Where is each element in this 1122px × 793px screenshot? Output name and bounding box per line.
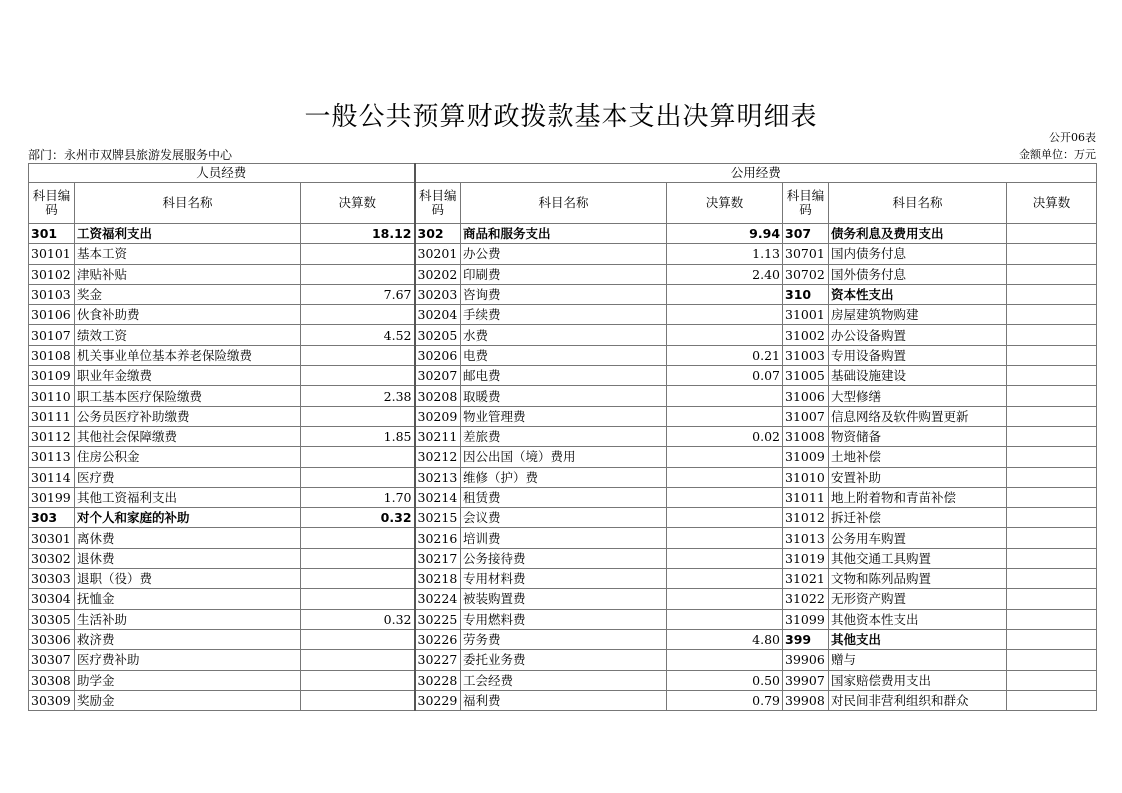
code-cell: 307 bbox=[783, 224, 829, 244]
table-row bbox=[29, 426, 1097, 446]
name-cell: 基础设施建设 bbox=[829, 366, 1007, 386]
amount-cell bbox=[301, 467, 415, 487]
name-cell: 债务利息及费用支出 bbox=[829, 224, 1007, 244]
code-cell: 30110 bbox=[29, 386, 75, 406]
table-number: 公开06表 bbox=[1049, 131, 1096, 144]
name-cell: 其他支出 bbox=[829, 629, 1007, 649]
code-cell: 31021 bbox=[783, 569, 829, 589]
amount-cell: 0.32 bbox=[301, 609, 415, 629]
code-cell: 30303 bbox=[29, 569, 75, 589]
amount-cell bbox=[301, 366, 415, 386]
amount-cell: 0.32 bbox=[301, 508, 415, 528]
amount-cell bbox=[301, 406, 415, 426]
amount-cell: 1.13 bbox=[667, 244, 783, 264]
amount-cell bbox=[1007, 609, 1097, 629]
name-cell: 国内债务付息 bbox=[829, 244, 1007, 264]
name-cell: 助学金 bbox=[75, 670, 301, 690]
table-row bbox=[29, 629, 1097, 649]
amount-cell bbox=[667, 284, 783, 304]
budget-detail-table bbox=[28, 163, 1097, 711]
code-cell: 30225 bbox=[415, 609, 461, 629]
code-cell: 31002 bbox=[783, 325, 829, 345]
unit-label: 金额单位：万元 bbox=[1019, 148, 1096, 161]
code-cell: 30101 bbox=[29, 244, 75, 264]
code-cell: 31099 bbox=[783, 609, 829, 629]
name-cell: 安置补助 bbox=[829, 467, 1007, 487]
code-cell: 302 bbox=[415, 224, 461, 244]
code-cell: 39906 bbox=[783, 650, 829, 670]
amount-cell: 0.02 bbox=[667, 426, 783, 446]
name-cell: 办公费 bbox=[461, 244, 667, 264]
name-cell: 对民间非营利组织和群众 bbox=[829, 690, 1007, 710]
code-cell: 30212 bbox=[415, 447, 461, 467]
code-cell: 30204 bbox=[415, 305, 461, 325]
amount-cell: 0.79 bbox=[667, 690, 783, 710]
amount-cell bbox=[301, 670, 415, 690]
amount-cell bbox=[667, 447, 783, 467]
code-cell: 30217 bbox=[415, 548, 461, 568]
name-cell: 其他工资福利支出 bbox=[75, 487, 301, 507]
code-cell: 30201 bbox=[415, 244, 461, 264]
group-public: 公用经费 bbox=[415, 164, 1097, 183]
amount-cell: 1.70 bbox=[301, 487, 415, 507]
name-cell: 医疗费补助 bbox=[75, 650, 301, 670]
amount-cell bbox=[301, 650, 415, 670]
name-cell: 被装购置费 bbox=[461, 589, 667, 609]
name-cell: 劳务费 bbox=[461, 629, 667, 649]
code-cell: 30215 bbox=[415, 508, 461, 528]
code-cell: 30106 bbox=[29, 305, 75, 325]
code-cell: 30205 bbox=[415, 325, 461, 345]
amount-cell bbox=[667, 487, 783, 507]
table-row bbox=[29, 690, 1097, 710]
name-cell: 租赁费 bbox=[461, 487, 667, 507]
amount-cell bbox=[301, 345, 415, 365]
name-cell: 国家赔偿费用支出 bbox=[829, 670, 1007, 690]
header-code: 科目编码 bbox=[29, 183, 75, 224]
amount-cell bbox=[1007, 650, 1097, 670]
code-cell: 30227 bbox=[415, 650, 461, 670]
name-cell: 赠与 bbox=[829, 650, 1007, 670]
amount-cell: 0.21 bbox=[667, 345, 783, 365]
name-cell: 手续费 bbox=[461, 305, 667, 325]
amount-cell bbox=[667, 569, 783, 589]
code-cell: 303 bbox=[29, 508, 75, 528]
name-cell: 因公出国（境）费用 bbox=[461, 447, 667, 467]
code-cell: 30199 bbox=[29, 487, 75, 507]
table-row bbox=[29, 284, 1097, 304]
name-cell: 住房公积金 bbox=[75, 447, 301, 467]
name-cell: 拆迁补偿 bbox=[829, 508, 1007, 528]
code-cell: 30304 bbox=[29, 589, 75, 609]
name-cell: 专用燃料费 bbox=[461, 609, 667, 629]
amount-cell bbox=[1007, 284, 1097, 304]
code-cell: 399 bbox=[783, 629, 829, 649]
code-cell: 31003 bbox=[783, 345, 829, 365]
name-cell: 物资储备 bbox=[829, 426, 1007, 446]
name-cell: 其他社会保障缴费 bbox=[75, 426, 301, 446]
table-row bbox=[29, 650, 1097, 670]
code-cell: 30702 bbox=[783, 264, 829, 284]
name-cell: 职工基本医疗保险缴费 bbox=[75, 386, 301, 406]
amount-cell bbox=[1007, 325, 1097, 345]
amount-cell bbox=[667, 406, 783, 426]
name-cell: 退休费 bbox=[75, 548, 301, 568]
code-cell: 30309 bbox=[29, 690, 75, 710]
header-code: 科目编码 bbox=[415, 183, 461, 224]
amount-cell bbox=[1007, 366, 1097, 386]
name-cell: 对个人和家庭的补助 bbox=[75, 508, 301, 528]
amount-cell bbox=[1007, 447, 1097, 467]
code-cell: 31007 bbox=[783, 406, 829, 426]
amount-cell bbox=[667, 508, 783, 528]
amount-cell bbox=[1007, 589, 1097, 609]
code-cell: 31012 bbox=[783, 508, 829, 528]
table-row bbox=[29, 325, 1097, 345]
code-cell: 30207 bbox=[415, 366, 461, 386]
name-cell: 伙食补助费 bbox=[75, 305, 301, 325]
name-cell: 大型修缮 bbox=[829, 386, 1007, 406]
amount-cell bbox=[301, 629, 415, 649]
code-cell: 30218 bbox=[415, 569, 461, 589]
name-cell: 公务接待费 bbox=[461, 548, 667, 568]
name-cell: 抚恤金 bbox=[75, 589, 301, 609]
code-cell: 30701 bbox=[783, 244, 829, 264]
name-cell: 房屋建筑物购建 bbox=[829, 305, 1007, 325]
name-cell: 公务用车购置 bbox=[829, 528, 1007, 548]
table-row bbox=[29, 609, 1097, 629]
table-row bbox=[29, 569, 1097, 589]
code-cell: 30306 bbox=[29, 629, 75, 649]
amount-cell bbox=[301, 244, 415, 264]
amount-cell bbox=[1007, 690, 1097, 710]
name-cell: 其他资本性支出 bbox=[829, 609, 1007, 629]
table-row bbox=[29, 244, 1097, 264]
code-cell: 30111 bbox=[29, 406, 75, 426]
code-cell: 30216 bbox=[415, 528, 461, 548]
name-cell: 职业年金缴费 bbox=[75, 366, 301, 386]
code-cell: 30211 bbox=[415, 426, 461, 446]
name-cell: 公务员医疗补助缴费 bbox=[75, 406, 301, 426]
name-cell: 专用设备购置 bbox=[829, 345, 1007, 365]
name-cell: 文物和陈列品购置 bbox=[829, 569, 1007, 589]
code-cell: 30226 bbox=[415, 629, 461, 649]
table-row bbox=[29, 548, 1097, 568]
code-cell: 30301 bbox=[29, 528, 75, 548]
code-cell: 30112 bbox=[29, 426, 75, 446]
name-cell: 咨询费 bbox=[461, 284, 667, 304]
code-cell: 39908 bbox=[783, 690, 829, 710]
name-cell: 物业管理费 bbox=[461, 406, 667, 426]
table-row bbox=[29, 305, 1097, 325]
code-cell: 30113 bbox=[29, 447, 75, 467]
name-cell: 救济费 bbox=[75, 629, 301, 649]
name-cell: 办公设备购置 bbox=[829, 325, 1007, 345]
amount-cell bbox=[1007, 467, 1097, 487]
amount-cell bbox=[1007, 569, 1097, 589]
amount-cell bbox=[1007, 426, 1097, 446]
amount-cell bbox=[1007, 548, 1097, 568]
code-cell: 30229 bbox=[415, 690, 461, 710]
name-cell: 基本工资 bbox=[75, 244, 301, 264]
name-cell: 维修（护）费 bbox=[461, 467, 667, 487]
page-title: 一般公共预算财政拨款基本支出决算明细表 bbox=[304, 102, 818, 132]
amount-cell bbox=[1007, 406, 1097, 426]
amount-cell: 2.38 bbox=[301, 386, 415, 406]
name-cell: 印刷费 bbox=[461, 264, 667, 284]
code-cell: 30308 bbox=[29, 670, 75, 690]
table-row bbox=[29, 467, 1097, 487]
header-amount: 决算数 bbox=[1007, 183, 1097, 224]
amount-cell bbox=[1007, 345, 1097, 365]
name-cell: 机关事业单位基本养老保险缴费 bbox=[75, 345, 301, 365]
amount-cell bbox=[1007, 487, 1097, 507]
table-row bbox=[29, 386, 1097, 406]
amount-cell: 2.40 bbox=[667, 264, 783, 284]
table-row bbox=[29, 447, 1097, 467]
name-cell: 邮电费 bbox=[461, 366, 667, 386]
amount-cell bbox=[667, 305, 783, 325]
name-cell: 工资福利支出 bbox=[75, 224, 301, 244]
code-cell: 31011 bbox=[783, 487, 829, 507]
code-cell: 30202 bbox=[415, 264, 461, 284]
amount-cell bbox=[667, 528, 783, 548]
amount-cell bbox=[1007, 670, 1097, 690]
code-cell: 30102 bbox=[29, 264, 75, 284]
name-cell: 工会经费 bbox=[461, 670, 667, 690]
name-cell: 专用材料费 bbox=[461, 569, 667, 589]
code-cell: 30109 bbox=[29, 366, 75, 386]
code-cell: 31005 bbox=[783, 366, 829, 386]
amount-cell: 4.52 bbox=[301, 325, 415, 345]
amount-cell bbox=[667, 609, 783, 629]
code-cell: 30224 bbox=[415, 589, 461, 609]
code-cell: 30302 bbox=[29, 548, 75, 568]
code-cell: 31019 bbox=[783, 548, 829, 568]
table-row bbox=[29, 528, 1097, 548]
table-row bbox=[29, 670, 1097, 690]
name-cell: 培训费 bbox=[461, 528, 667, 548]
amount-cell bbox=[301, 569, 415, 589]
name-cell: 奖励金 bbox=[75, 690, 301, 710]
amount-cell bbox=[301, 305, 415, 325]
table-row bbox=[29, 487, 1097, 507]
table-row bbox=[29, 366, 1097, 386]
table-row bbox=[29, 589, 1097, 609]
table-row bbox=[29, 508, 1097, 528]
department-label: 部门：永州市双牌县旅游发展服务中心 bbox=[28, 148, 233, 162]
code-cell: 39907 bbox=[783, 670, 829, 690]
header-amount: 决算数 bbox=[301, 183, 415, 224]
code-cell: 30206 bbox=[415, 345, 461, 365]
code-cell: 30208 bbox=[415, 386, 461, 406]
group-personnel: 人员经费 bbox=[29, 164, 415, 183]
code-cell: 31010 bbox=[783, 467, 829, 487]
amount-cell bbox=[301, 528, 415, 548]
code-cell: 30103 bbox=[29, 284, 75, 304]
name-cell: 信息网络及软件购置更新 bbox=[829, 406, 1007, 426]
amount-cell bbox=[667, 325, 783, 345]
amount-cell: 18.12 bbox=[301, 224, 415, 244]
code-cell: 30114 bbox=[29, 467, 75, 487]
amount-cell bbox=[301, 548, 415, 568]
name-cell: 退职（役）费 bbox=[75, 569, 301, 589]
code-cell: 30209 bbox=[415, 406, 461, 426]
name-cell: 取暖费 bbox=[461, 386, 667, 406]
name-cell: 资本性支出 bbox=[829, 284, 1007, 304]
amount-cell bbox=[1007, 629, 1097, 649]
amount-cell bbox=[301, 690, 415, 710]
code-cell: 31009 bbox=[783, 447, 829, 467]
name-cell: 绩效工资 bbox=[75, 325, 301, 345]
amount-cell bbox=[1007, 244, 1097, 264]
amount-cell: 7.67 bbox=[301, 284, 415, 304]
amount-cell bbox=[301, 589, 415, 609]
name-cell: 国外债务付息 bbox=[829, 264, 1007, 284]
header-code: 科目编码 bbox=[783, 183, 829, 224]
code-cell: 31006 bbox=[783, 386, 829, 406]
amount-cell bbox=[667, 467, 783, 487]
name-cell: 委托业务费 bbox=[461, 650, 667, 670]
amount-cell bbox=[1007, 305, 1097, 325]
amount-cell bbox=[1007, 508, 1097, 528]
code-cell: 30228 bbox=[415, 670, 461, 690]
amount-cell bbox=[301, 447, 415, 467]
code-cell: 30214 bbox=[415, 487, 461, 507]
amount-cell: 0.07 bbox=[667, 366, 783, 386]
amount-cell bbox=[1007, 224, 1097, 244]
name-cell: 离休费 bbox=[75, 528, 301, 548]
code-cell: 30305 bbox=[29, 609, 75, 629]
code-cell: 301 bbox=[29, 224, 75, 244]
code-cell: 30107 bbox=[29, 325, 75, 345]
code-cell: 31008 bbox=[783, 426, 829, 446]
table-row bbox=[29, 406, 1097, 426]
header-name: 科目名称 bbox=[75, 183, 301, 224]
amount-cell bbox=[667, 589, 783, 609]
name-cell: 水费 bbox=[461, 325, 667, 345]
header-name: 科目名称 bbox=[461, 183, 667, 224]
name-cell: 福利费 bbox=[461, 690, 667, 710]
amount-cell: 1.85 bbox=[301, 426, 415, 446]
name-cell: 生活补助 bbox=[75, 609, 301, 629]
amount-cell: 0.50 bbox=[667, 670, 783, 690]
name-cell: 会议费 bbox=[461, 508, 667, 528]
amount-cell bbox=[1007, 528, 1097, 548]
name-cell: 其他交通工具购置 bbox=[829, 548, 1007, 568]
name-cell: 商品和服务支出 bbox=[461, 224, 667, 244]
code-cell: 30203 bbox=[415, 284, 461, 304]
code-cell: 310 bbox=[783, 284, 829, 304]
name-cell: 津贴补贴 bbox=[75, 264, 301, 284]
code-cell: 30108 bbox=[29, 345, 75, 365]
header-amount: 决算数 bbox=[667, 183, 783, 224]
table-row bbox=[29, 264, 1097, 284]
name-cell: 土地补偿 bbox=[829, 447, 1007, 467]
code-cell: 31001 bbox=[783, 305, 829, 325]
table-body bbox=[29, 224, 1097, 711]
amount-cell bbox=[667, 386, 783, 406]
name-cell: 差旅费 bbox=[461, 426, 667, 446]
name-cell: 奖金 bbox=[75, 284, 301, 304]
header-name: 科目名称 bbox=[829, 183, 1007, 224]
name-cell: 地上附着物和青苗补偿 bbox=[829, 487, 1007, 507]
name-cell: 无形资产购置 bbox=[829, 589, 1007, 609]
table-row bbox=[29, 345, 1097, 365]
code-cell: 31013 bbox=[783, 528, 829, 548]
header-row bbox=[29, 183, 1097, 224]
code-cell: 31022 bbox=[783, 589, 829, 609]
table-row bbox=[29, 224, 1097, 244]
code-cell: 30213 bbox=[415, 467, 461, 487]
amount-cell bbox=[301, 264, 415, 284]
amount-cell: 4.80 bbox=[667, 629, 783, 649]
amount-cell: 9.94 bbox=[667, 224, 783, 244]
amount-cell bbox=[667, 548, 783, 568]
amount-cell bbox=[1007, 386, 1097, 406]
amount-cell bbox=[1007, 264, 1097, 284]
name-cell: 医疗费 bbox=[75, 467, 301, 487]
code-cell: 30307 bbox=[29, 650, 75, 670]
amount-cell bbox=[667, 650, 783, 670]
name-cell: 电费 bbox=[461, 345, 667, 365]
